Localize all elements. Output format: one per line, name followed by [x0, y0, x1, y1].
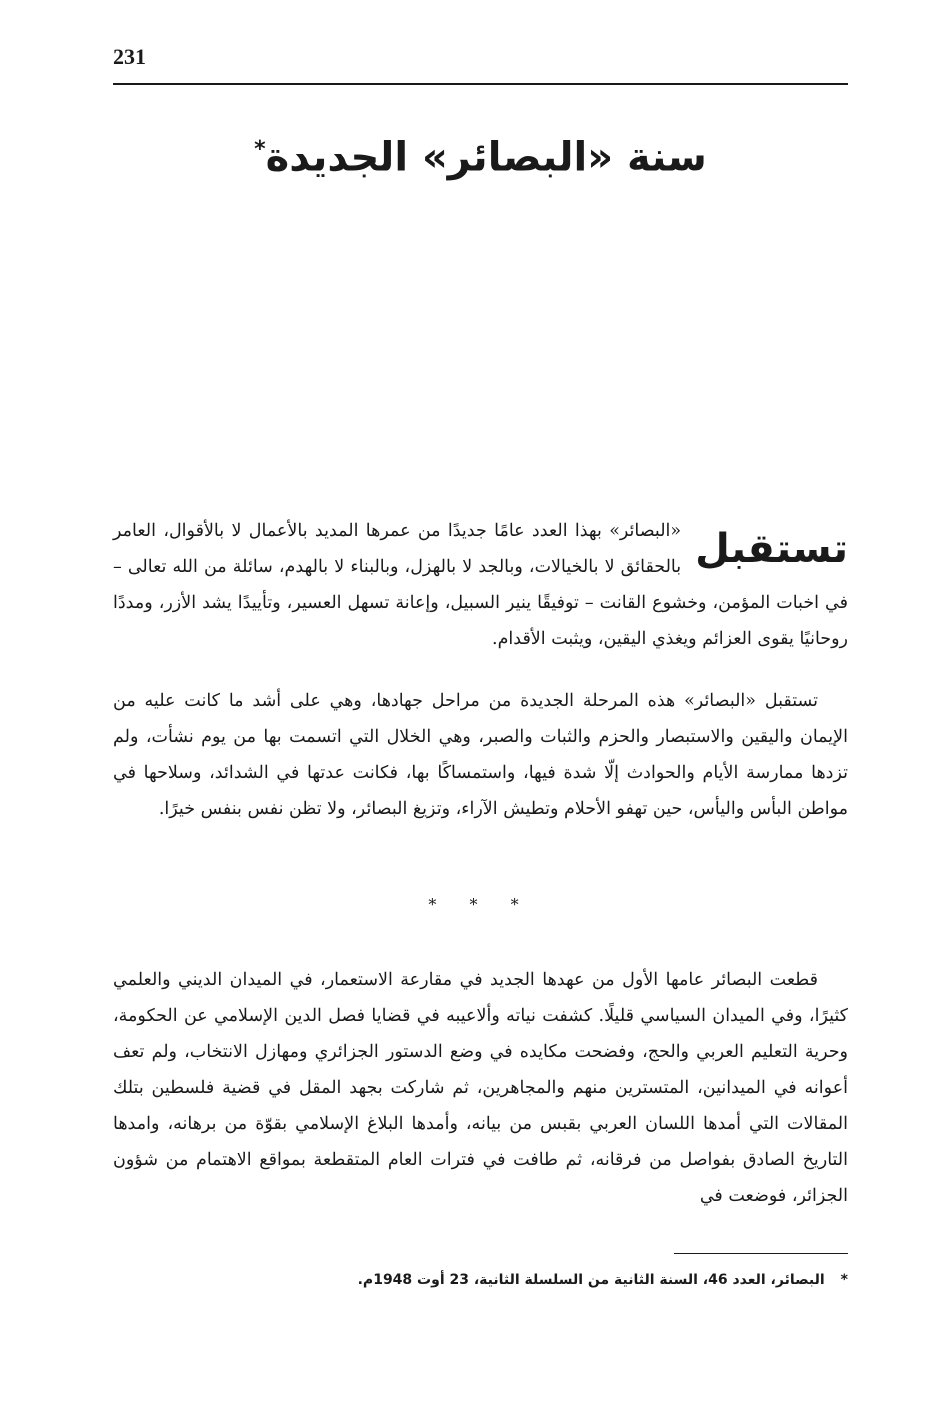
title-text: سنة «البصائر» الجديدة	[265, 134, 707, 181]
paragraph-1	[113, 513, 848, 657]
header-rule	[113, 83, 848, 85]
footnote-text: البصائر، العدد 46، السنة الثانية من السلسلة الثانية، 23 أوت 1948م.	[357, 1272, 825, 1288]
paragraph-1-text: «البصائر» بهذا العدد عامًا جديدًا من عمرها المديد بالأعمال لا بالأقوال، العامر بالحقائق لا بالخيالات، وبالجد لا بالهزل، وبالبناء لا بالهدم، سائلة من الله تعالى – في اخبات المؤمن، وخشوع القانت – توفيقًا ينير السبيل، وإعانة تسهل العسير، وتأييدًا يشد الأزر، ومددًا روحانيًا يقوى العزائم ويغذي اليقين، ويثبت الأقدام.	[113, 521, 848, 649]
footnote-mark: *	[840, 1272, 848, 1288]
page-number: 231	[113, 44, 146, 69]
paragraph-2: تستقبل «البصائر» هذه المرحلة الجديدة من مراحل جهادها، وهي على أشد ما كانت عليه من الإيمان واليقين والاستبصار والحزم والثبات والصبر، وهي الخلال التي اتسمت بها من يوم نشأت، ولم تزدها ممارسة الأيام والحوادث إلّا شدة فيها، واستمساكًا بها، فكانت عدتها في الشدائد، وسلاحها في مواطن البأس واليأس، حين تهفو الأحلام وتطيش الآراء، وتزيغ البصائر، ولا تظن نفس بنفس خيرًا.	[113, 691, 848, 819]
dropcap-word: تستقبل	[695, 526, 848, 572]
footnote-rule	[674, 1253, 848, 1254]
paragraph-3: قطعت البصائر عامها الأول من عهدها الجديد في مقارعة الاستعمار، في الميدان الديني والعلمي كثيرًا، وفي الميدان السياسي قليلًا. كشفت نياته وألاعيبه في قضايا فصل الدين الإسلامي عن الحكومة، وحرية التعليم العربي والحج، وفضحت مكايده في وضع الدستور الجزائري ومهازل الانتخاب، ولم تعف أعوانه في الميدانين، المتسترين منهم والمجاهرين، ثم شاركت بجهد المقل في قضية فلسطين بتلك المقالات التي أمدها اللسان العربي بقبس من بيانه، وأمدها البلاغ الإسلامي بقوّة من برهانه، وامدها التاريخ الصادق بفواصل من فرقانه، ثم طافت في فترات العام المتقطعة بمواقع الاهتمام من شؤون الجزائر، فوضعت في	[113, 970, 848, 1206]
footnote	[113, 1268, 848, 1292]
page-title	[113, 120, 848, 187]
section-separator: * * *	[428, 895, 533, 914]
title-footnote-mark: *	[254, 137, 266, 162]
